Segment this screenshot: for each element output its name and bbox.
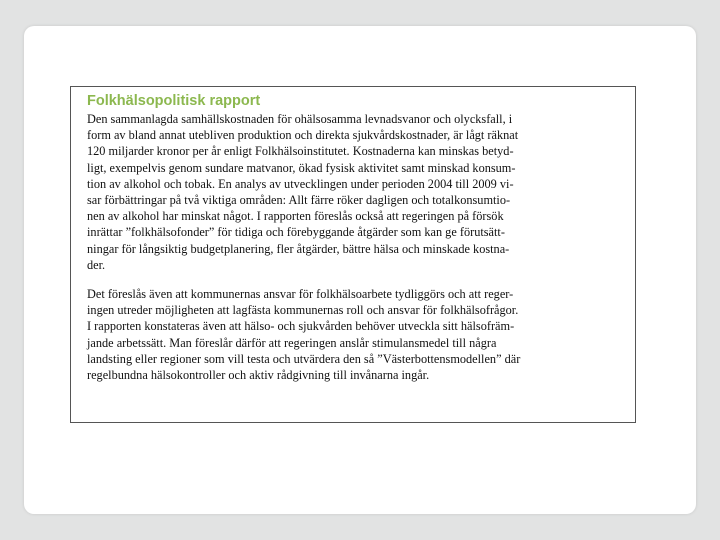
document-title: Folkhälsopolitisk rapport [87,93,261,109]
document-frame [70,86,636,423]
slide [24,26,696,514]
paragraph-line: jande arbetssätt. Man föreslår därför att regeringen anslår stimulansmedel till några [87,335,497,350]
paragraph-1 [87,111,625,273]
paragraph-line: ingen utreder möjligheten att lagfästa kommunernas roll och ansvar för folkhälsofrågor. [87,303,519,318]
paragraph-line: sar förbättringar på två viktiga områden: Allt färre röker dagligen och totalkonsumtio- [87,193,511,208]
paragraph-line: tion av alkohol och tobak. En analys av utvecklingen under perioden 2004 till 2009 vi- [87,176,514,191]
paragraph-line: ningar för långsiktig budgetplanering, fler åtgärder, bättre hälsa och minskade kostna- [87,241,510,256]
paragraph-line: form av bland annat utebliven produktion och direkta sjukvårdskostnader, är lågt räknat [87,128,519,143]
paragraph-line: 120 miljarder kronor per år enligt Folkhälsoinstitutet. Kostnaderna kan minskas betyd- [87,144,514,159]
paragraph-line: Det föreslås även att kommunernas ansvar för folkhälsoarbete tydliggörs och att reger- [87,287,514,302]
paragraph-line: ligt, exempelvis genom sundare matvanor, ökad fysisk aktivitet samt minskad konsum- [87,160,516,175]
paragraph-line: regelbundna hälsokontroller och aktiv rådgivning till invånarna ingår. [87,368,430,383]
paragraph-spacer [87,273,625,286]
paragraph-line: I rapporten konstateras även att hälso- och sjukvården behöver utveckla sitt hälsofräm- [87,319,515,334]
paragraph-line: inrättar ”folkhälsofonder” för tidiga och förebyggande åtgärder som kan ge förutsätt- [87,225,505,240]
paragraph-line: nen av alkohol har minskat något. I rapporten föreslås också att regeringen på försök [87,209,504,224]
paragraph-line: Den sammanlagda samhällskostnaden för ohälsosamma levnadsvanor och olycksfall, i [87,112,513,126]
paragraph-line: landsting eller regioner som vill testa och utvärdera den så ”Västerbottensmodellen” där [87,351,521,366]
paragraph-line: der. [87,257,106,272]
paragraph-2 [87,286,625,383]
